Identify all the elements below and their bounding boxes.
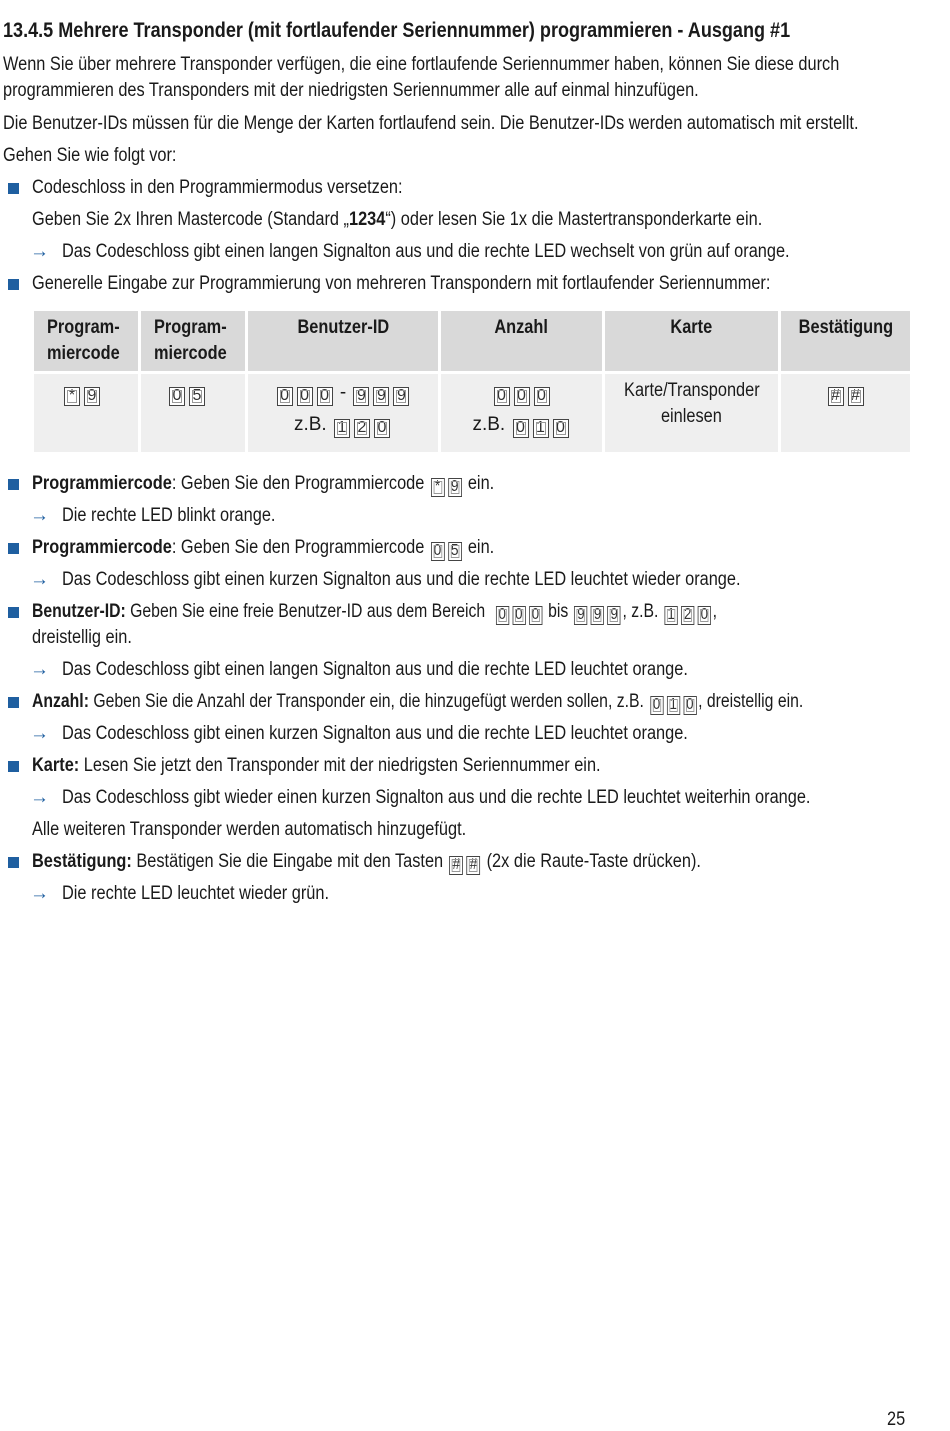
key-2-icon: 2	[354, 419, 370, 438]
user-id-example: z.B. 1 2 0	[248, 412, 438, 438]
intro-paragraph-2: Die Benutzer-IDs müssen für die Menge der Karten fortlaufend sein. Die Benutzer-IDs werden automatisch mit erstellt.	[3, 113, 859, 134]
step-programmiercode-1: Programmiercode: Geben Sie den Programmiercode * 9 ein.	[32, 473, 495, 495]
step-karte: Karte: Lesen Sie jetzt den Transponder mit der niedrigsten Seriennummer ein.	[32, 755, 601, 776]
key-star-icon: *	[431, 478, 445, 497]
key-0-icon: 0	[683, 696, 696, 715]
intro-line-2: programmieren des Transponders mit der niedrigsten Seriennummer alle auf einmal hinzufügen.	[3, 80, 699, 101]
input-sequence-table	[34, 311, 910, 452]
arrow-right-icon: →	[30, 723, 49, 744]
key-9-icon: 9	[84, 387, 100, 406]
table-cell-keys-0-5	[141, 374, 245, 452]
key-0-icon: 0	[374, 419, 390, 438]
key-9-icon: 9	[373, 387, 389, 406]
bullet-icon	[8, 697, 19, 708]
key-1-icon: 1	[533, 419, 549, 438]
key-0-icon: 0	[553, 419, 569, 438]
key-0-icon: 0	[513, 419, 529, 438]
step-programmiercode-2: Programmiercode: Geben Sie den Programmiercode 0 5 ein.	[32, 537, 495, 559]
step-anzahl: Anzahl: Geben Sie die Anzahl der Transponder ein, die hinzugefügt werden sollen, z.B. 0 1 0 , dreistellig ein.	[32, 691, 804, 713]
step-result-text: Das Codeschloss gibt wieder einen kurzen Signalton aus und die rechte LED leuchtet weiterhin orange.	[62, 787, 811, 808]
key-0-icon: 0	[514, 387, 530, 406]
key-1-icon: 1	[664, 606, 677, 625]
key-9-icon: 9	[574, 606, 587, 625]
key-0-icon: 0	[529, 606, 542, 625]
step-benutzer-id-line-2: dreistellig ein.	[32, 627, 132, 648]
step-result-text: Das Codeschloss gibt einen langen Signalton aus und die rechte LED leuchtet orange.	[62, 659, 688, 680]
key-hash-icon: #	[449, 856, 463, 875]
range-dash: -	[339, 382, 347, 403]
bullet-icon	[8, 479, 19, 490]
bullet-icon	[8, 183, 19, 194]
table-cell-benutzer-id	[248, 374, 438, 452]
step-result-text: Das Codeschloss gibt einen kurzen Signalton aus und die rechte LED leuchtet wieder orange.	[62, 569, 741, 590]
key-9-icon: 9	[608, 606, 621, 625]
step-result-text: Die rechte LED leuchtet wieder grün.	[62, 883, 330, 904]
table-cell-karte	[605, 374, 778, 452]
key-9-icon: 9	[353, 387, 369, 406]
page-number: 25	[886, 1409, 906, 1430]
key-hash-icon: #	[848, 387, 864, 406]
table-cell-keys-star-9	[34, 374, 138, 452]
key-hash-icon: #	[467, 856, 481, 875]
key-9-icon: 9	[393, 387, 409, 406]
key-hash-icon: #	[828, 387, 844, 406]
table-cell-bestaetigung	[781, 374, 910, 452]
key-5-icon: 5	[448, 542, 462, 561]
arrow-right-icon: →	[30, 659, 49, 680]
arrow-right-icon: →	[30, 883, 49, 904]
arrow-right-icon: →	[30, 505, 49, 526]
key-9-icon: 9	[591, 606, 604, 625]
step-benutzer-id: Benutzer-ID: Geben Sie eine freie Benutzer-ID aus dem Bereich 0 0 0 bis 9 9 9 , z.B. 1 2 0 ,	[32, 601, 717, 623]
bullet-icon	[8, 607, 19, 618]
key-5-icon: 5	[189, 387, 205, 406]
section-heading: 13.4.5 Mehrere Transponder (mit fortlaufender Seriennummer) programmieren - Ausgang #1	[3, 19, 791, 42]
arrow-right-icon: →	[30, 787, 49, 808]
bullet-icon	[8, 857, 19, 868]
key-0-icon: 0	[297, 387, 313, 406]
bullet-icon	[8, 279, 19, 290]
key-0-icon: 0	[496, 606, 509, 625]
table-header-programmiercode-2: Program- miercode	[141, 311, 245, 371]
key-1-icon: 1	[334, 419, 350, 438]
key-2-icon: 2	[681, 606, 694, 625]
arrow-right-icon: →	[30, 569, 49, 590]
key-0-icon: 0	[512, 606, 525, 625]
key-0-icon: 0	[534, 387, 550, 406]
key-1-icon: 1	[667, 696, 680, 715]
key-0-icon: 0	[650, 696, 663, 715]
step-result-text: Das Codeschloss gibt einen langen Signalton aus und die rechte LED wechselt von grün auf orange.	[62, 241, 790, 262]
intro-paragraph-3: Gehen Sie wie folgt vor:	[3, 145, 177, 166]
step-programming-mode: Codeschloss in den Programmiermodus versetzen:	[32, 177, 403, 198]
table-header-benutzer-id: Benutzer-ID	[248, 311, 438, 371]
key-9-icon: 9	[448, 478, 462, 497]
bullet-icon	[8, 761, 19, 772]
key-0-icon: 0	[169, 387, 185, 406]
step-result-text: Die rechte LED blinkt orange.	[62, 505, 276, 526]
key-0-icon: 0	[277, 387, 293, 406]
user-id-range	[248, 380, 438, 406]
bullet-icon	[8, 543, 19, 554]
count-example: z.B. 0 1 0	[441, 412, 602, 438]
arrow-right-icon: →	[30, 241, 49, 262]
table-header-bestaetigung: Bestätigung	[781, 311, 910, 371]
key-0-icon: 0	[431, 542, 445, 561]
table-cell-anzahl	[441, 374, 602, 452]
step-mastercode-detail: Geben Sie 2x Ihren Mastercode (Standard „1234“) oder lesen Sie 1x die Mastertransponderkarte ein.	[32, 209, 763, 230]
key-star-icon: *	[64, 387, 80, 406]
key-0-icon: 0	[317, 387, 333, 406]
card-line-1: Karte/Transponder	[623, 380, 760, 401]
table-header-programmiercode-1: Program- miercode	[34, 311, 138, 371]
step-general-input: Generelle Eingabe zur Programmierung von mehreren Transpondern mit fortlaufender Seriennummer:	[32, 273, 771, 294]
count-range	[441, 380, 602, 406]
step-bestaetigung: Bestätigung: Bestätigen Sie die Eingabe mit den Tasten # # (2x die Raute-Taste drücken).	[32, 851, 701, 873]
table-header-karte: Karte	[605, 311, 778, 371]
key-0-icon: 0	[698, 606, 711, 625]
card-line-2: einlesen	[661, 406, 722, 427]
intro-line-1: Wenn Sie über mehrere Transponder verfügen, die eine fortlaufende Seriennummer haben, können Sie diese durch	[3, 54, 840, 75]
step-karte-note: Alle weiteren Transponder werden automatisch hinzugefügt.	[32, 819, 467, 840]
table-header-anzahl: Anzahl	[441, 311, 602, 371]
key-0-icon: 0	[494, 387, 510, 406]
step-result-text: Das Codeschloss gibt einen kurzen Signalton aus und die rechte LED leuchtet orange.	[62, 723, 688, 744]
